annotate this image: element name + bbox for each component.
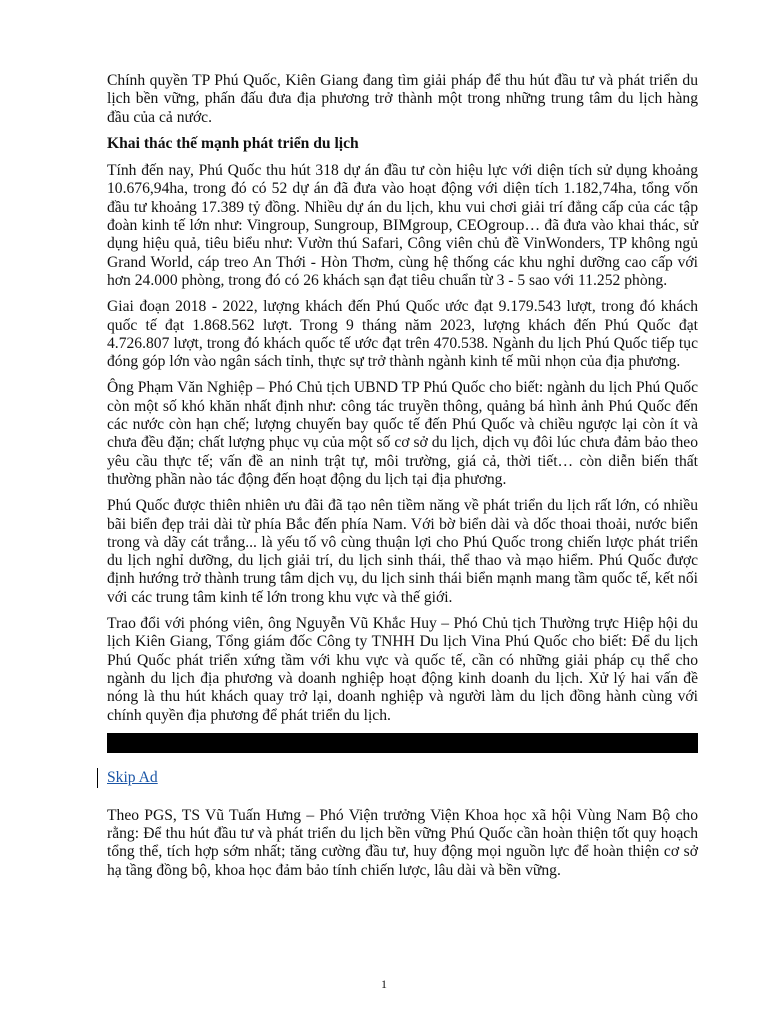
page-number: 1	[381, 977, 387, 991]
body-paragraph-6: Theo PGS, TS Vũ Tuấn Hưng – Phó Viện trưởng Viện Khoa học xã hội Vùng Nam Bộ cho rằng: Để thu hút đầu tư và phát triển du lịch bền vững Phú Quốc cần hoàn thiện tốt quy hoạch tổng thể, tích hợp sớm nhất; tăng cường đầu tư, huy động mọi nguồn lực để hoàn thiện cơ sở hạ tầng đồng bộ, khoa học đảm bảo tính chiến lược, lâu dài và bền vững.	[107, 806, 698, 879]
body-paragraph-2: Giai đoạn 2018 - 2022, lượng khách đến Phú Quốc ước đạt 9.179.543 lượt, trong đó khách quốc tế đạt 1.868.562 lượt. Trong 9 tháng năm 2023, lượng khách đến Phú Quốc đạt 4.726.807 lượt, trong đó khách quốc tế ước đạt trên 470.538. Ngành du lịch Phú Quốc tiếp tục đóng góp lớn vào ngân sách tỉnh, thực sự trở thành ngành kinh tế mũi nhọn của địa phương.	[107, 298, 698, 371]
ad-placeholder-bar	[107, 733, 698, 753]
section-heading: Khai thác thế mạnh phát triển du lịch	[107, 134, 359, 152]
document-page	[107, 72, 698, 888]
body-paragraph-1: Tính đến nay, Phú Quốc thu hút 318 dự án đầu tư còn hiệu lực với diện tích sử dụng khoảng 10.676,94ha, trong đó có 52 dự án đã đưa vào hoạt động với diện tích 1.182,74ha, tổng vốn đầu tư khoảng 17.389 tỷ đồng. Nhiều dự án du lịch, khu vui chơi giải trí đẳng cấp của các tập đoàn kinh tế lớn như: Vingroup, Sungroup, BIMgroup, CEOgroup… đã đưa vào khai thác, sử dụng hiệu quả, tiêu biểu như: Vườn thú Safari, Công viên chủ đề VinWonders, TP không ngủ Grand World, cáp treo An Thới - Hòn Thơm, cùng hệ thống các khu nghỉ dưỡng cao cấp với hơn 24.000 phòng, trong đó có 26 khách sạn đạt tiêu chuẩn từ 3 - 5 sao với 11.252 phòng.	[107, 162, 698, 289]
intro-paragraph: Chính quyền TP Phú Quốc, Kiên Giang đang tìm giải pháp để thu hút đầu tư và phát triển du lịch bền vững, phấn đấu đưa địa phương trở thành một trong những trung tâm du lịch hàng đầu của cả nước.	[107, 72, 698, 126]
skip-ad-link[interactable]: Skip Ad	[107, 768, 158, 786]
skip-ad-container	[107, 769, 698, 791]
body-paragraph-4: Phú Quốc được thiên nhiên ưu đãi đã tạo nên tiềm năng về phát triển du lịch rất lớn, có nhiều bãi biển đẹp trải dài từ phía Bắc đến phía Nam. Với bờ biển dài và dốc thoai thoải, nước biển trong và dãy cát trắng... là yếu tố vô cùng thuận lợi cho Phú Quốc trong chiến lược phát triển du lịch nghỉ dưỡng, du lịch giải trí, du lịch sinh thái, thể thao và mạo hiểm. Phú Quốc được định hướng trở thành trung tâm dịch vụ, du lịch sinh thái biển mạnh mang tầm quốc tế, kết nối với các trung tâm kinh tế lớn trong khu vực và thế giới.	[107, 497, 698, 606]
body-paragraph-3: Ông Phạm Văn Nghiệp – Phó Chủ tịch UBND TP Phú Quốc cho biết: ngành du lịch Phú Quốc còn một số khó khăn nhất định như: công tác truyền thông, quảng bá hình ảnh Phú Quốc đến các nước còn hạn chế; lượng chuyến bay quốc tế đến Phú Quốc và chiều ngược lại còn ít và chưa đều đặn; chất lượng phục vụ của một số cơ sở du lịch, dịch vụ đôi lúc chưa đảm bảo theo yêu cầu thực tế; vấn đề an ninh trật tự, môi trường, giá cả, thời tiết… còn diễn biến thất thường phần nào tác động đến hoạt động du lịch tại địa phương.	[107, 379, 698, 488]
text-cursor	[97, 768, 98, 788]
body-paragraph-5: Trao đổi với phóng viên, ông Nguyễn Vũ Khắc Huy – Phó Chủ tịch Thường trực Hiệp hội du lịch Kiên Giang, Tổng giám đốc Công ty TNHH Du lịch Vina Phú Quốc cho biết: Để du lịch Phú Quốc phát triển xứng tầm với khu vực và quốc tế, cần có những giải pháp cụ thể cho ngành du lịch địa phương và doanh nghiệp hoạt động kinh doanh du lịch. Xử lý hai vấn đề nóng là thu hút khách quay trở lại, doanh nghiệp và người làm du lịch đồng hành cùng với chính quyền địa phương để phát triển du lịch.	[107, 615, 698, 724]
